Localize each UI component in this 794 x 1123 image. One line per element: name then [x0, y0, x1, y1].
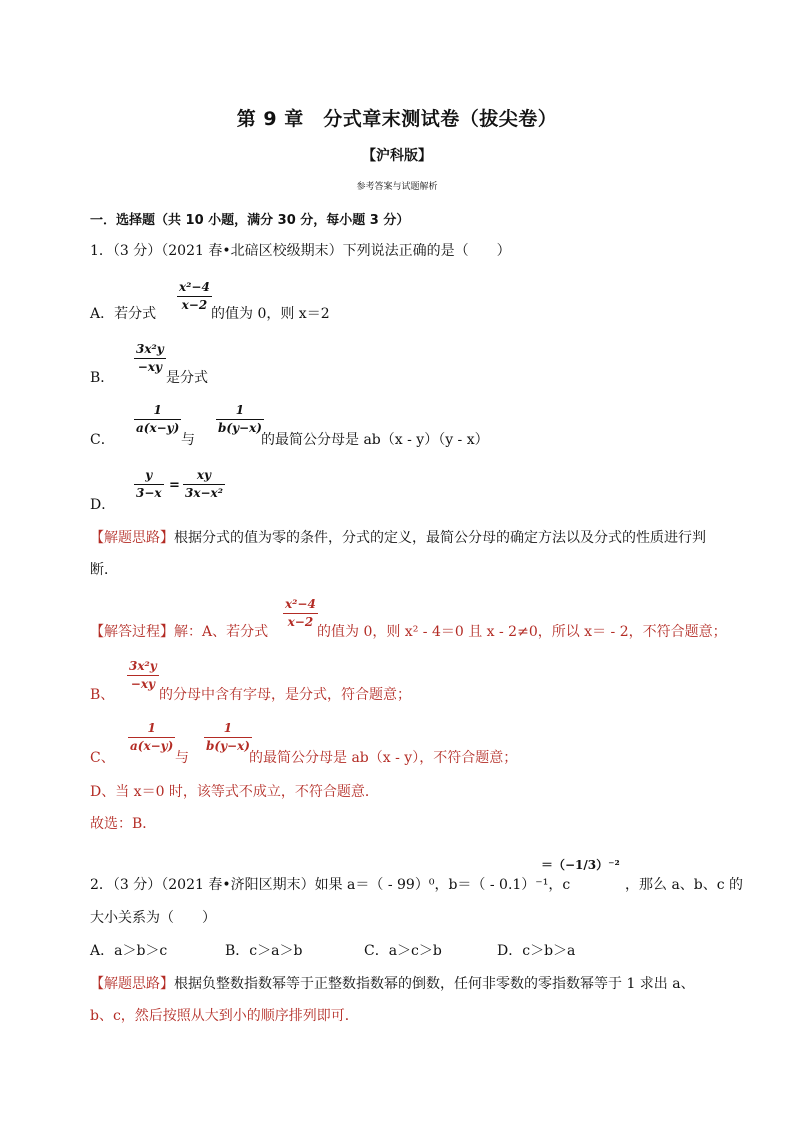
q1-option-c-connector: 与: [181, 432, 195, 448]
q1-option-c-text: 的最简公分母是 ab（x - y）（y - x）: [261, 432, 489, 448]
process-a-intro: 解：A、若分式: [174, 624, 269, 640]
idea-text: 根据分式的值为零的条件，分式的定义，最简公分母的确定方法以及分式的性质进行判: [174, 530, 706, 546]
q1-process-d: D、当 x＝0 时，该等式不成立，不符合题意．: [90, 784, 379, 800]
q2-option-d: D．c＞b＞a: [497, 943, 576, 959]
fraction-numerator: 1: [204, 721, 252, 738]
q1-process-c-connector: 与: [175, 750, 189, 766]
q1-answer: 故选：B．: [90, 816, 157, 832]
fraction-numerator: 1: [134, 403, 181, 420]
fraction-denominator: x−2: [287, 615, 314, 629]
q1-process-b-fraction: [127, 659, 159, 692]
q1-option-c-prefix: C．: [90, 432, 115, 448]
q1-option-b-text: 是分式: [166, 370, 208, 386]
q2-stem-line-2: 大小关系为（ ）: [90, 910, 216, 926]
idea-text: 根据负整数指数幂等于正整数指数幂的倒数，任何非零数的零指数幂等于 1 求出 a、: [174, 976, 695, 992]
section-heading: 一．选择题（共 10 小题，满分 30 分，每小题 3 分）: [90, 213, 410, 228]
fraction-denominator: a(x−y): [130, 739, 174, 753]
q1-option-c-fraction-1: [134, 403, 181, 436]
q2-stem-part-1: 2．（3 分）（2021 春•济阳区期末）如果 a＝（ - 99）⁰，b＝（ - 0.1）⁻¹，c: [90, 877, 571, 893]
fraction-numerator: 3x²y: [127, 659, 159, 676]
fraction-denominator: 3−x: [136, 486, 162, 500]
q1-option-a-prefix: A．若分式: [90, 306, 157, 322]
q1-process-a-fraction: [283, 597, 318, 630]
q2-stem-part-2: ，那么 a、b、c 的: [625, 877, 744, 893]
page-title: 第 9 章 分式章末测试卷（拔尖卷）: [236, 108, 558, 130]
fraction-numerator: 1: [216, 403, 264, 420]
q1-option-b-prefix: B．: [90, 370, 115, 386]
q1-process-a-prefix: [90, 621, 268, 641]
fraction-denominator: x−2: [181, 298, 208, 312]
fraction-denominator: b(y−x): [206, 739, 250, 753]
q1-option-a-text: 的值为 0，则 x＝2: [211, 306, 330, 322]
q2-c-expression: ＝（−1/3）⁻²: [541, 858, 620, 872]
answer-subtitle: 参考答案与试题解析: [356, 182, 438, 192]
q1-process-c-prefix: C、: [90, 750, 115, 766]
q1-process-c-fraction-1: [128, 721, 175, 754]
q1-process-c-text: 的最简公分母是 ab（x - y），不符合题意；: [249, 750, 518, 766]
fraction-denominator: 3x−x²: [185, 486, 223, 500]
q2-option-c: C．a＞c＞b: [364, 943, 442, 959]
q2-option-b: B．c＞a＞b: [225, 943, 303, 959]
q2-idea-continued: b、c，然后按照从大到小的顺序排列即可．: [90, 1008, 359, 1024]
fraction-denominator: a(x−y): [136, 421, 180, 435]
fraction-numerator: x²−4: [177, 280, 212, 297]
q1-process-b-prefix: B、: [90, 687, 115, 703]
q1-option-c-fraction-2: [216, 403, 264, 436]
fraction-numerator: y: [134, 468, 164, 485]
q1-option-d-fraction-1: [134, 468, 164, 501]
idea-label: 【解题思路】: [90, 976, 174, 992]
q1-process-c-fraction-2: [204, 721, 252, 754]
fraction-denominator: −xy: [130, 677, 155, 691]
q1-option-a-fraction: [177, 280, 212, 313]
fraction-denominator: b(y−x): [218, 421, 262, 435]
fraction-numerator: x²−4: [283, 597, 318, 614]
edition-label: 【沪科版】: [362, 148, 432, 164]
q1-option-d-fraction-2: [183, 468, 225, 501]
q2-option-a: A．a＞b＞c: [90, 943, 168, 959]
q2-stem: [90, 874, 570, 894]
process-label: 【解答过程】: [90, 624, 174, 640]
q1-option-b-fraction: [134, 342, 166, 375]
q1-option-d-prefix: D．: [90, 497, 116, 513]
idea-label: 【解题思路】: [90, 530, 174, 546]
q1-process-b-text: 的分母中含有字母，是分式，符合题意；: [159, 687, 411, 703]
q2-idea: [90, 973, 695, 993]
fraction-numerator: xy: [183, 468, 225, 485]
fraction-numerator: 1: [128, 721, 175, 738]
equals-sign: =: [169, 478, 180, 493]
q1-stem: 1．（3 分）（2021 春•北碚区校级期末）下列说法正确的是（ ）: [90, 243, 511, 259]
q1-process-a-text: 的值为 0，则 x² - 4＝0 且 x - 2≠0，所以 x＝ - 2，不符合题意；: [317, 624, 727, 640]
q1-idea: [90, 527, 706, 547]
q1-idea-continued: 断．: [90, 562, 118, 578]
fraction-denominator: −xy: [137, 360, 162, 374]
fraction-numerator: 3x²y: [134, 342, 166, 359]
